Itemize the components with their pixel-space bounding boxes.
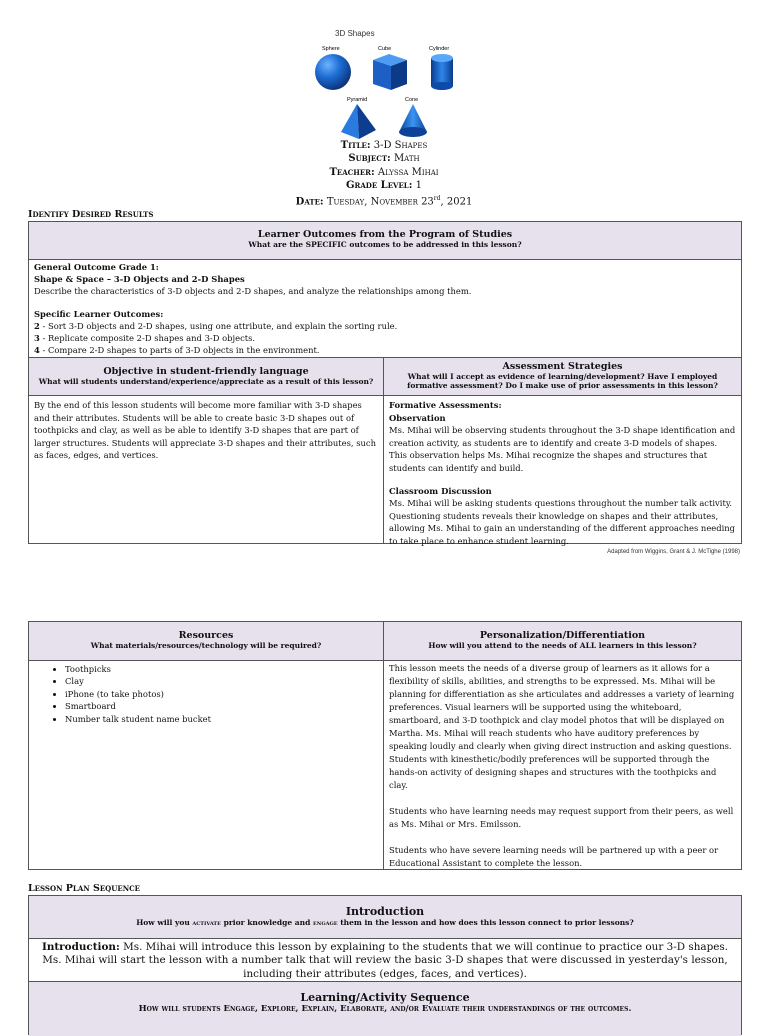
general-outcome-desc: Describe the characteristics of 3-D objects and 2-D shapes, and analyze the relationships among them. <box>34 285 472 296</box>
objective-column <box>29 358 384 543</box>
learning-title: Learning/Activity Sequence <box>300 991 470 1004</box>
list-item: • Toothpicks <box>65 663 383 675</box>
learning-header <box>29 982 741 1036</box>
cube-label: Cube <box>378 46 392 52</box>
list-item: • Smartboard <box>65 700 383 712</box>
personalization-p2: Students who have learning needs may request support from their peers, as well as Ms. Mihai or Mrs. Emilsson. <box>389 806 734 829</box>
learning-subtitle: How will students Engage, Explore, Explain, Elaborate, and/or Evaluate their understandings of the outcomes. <box>138 1004 632 1014</box>
list-item: • Number talk student name bucket <box>65 713 383 725</box>
pyramid-label: Pyramid <box>347 97 368 103</box>
date-line: Date: Tuesday, November 23rd, 2021 <box>295 195 473 208</box>
general-outcome-title: Shape & Space – 3-D Objects and 2-D Shapes <box>34 273 245 284</box>
figure-title: 3D Shapes <box>335 29 375 38</box>
resources-header <box>29 622 383 661</box>
intro-label: Introduction: <box>41 941 120 953</box>
cone <box>399 97 427 137</box>
resources-subtitle: What materials/resources/technology will be required? <box>90 641 322 650</box>
assessment-subtitle: What will I accept as evidence of learning/development? Have I employed formative assessment? Do I make use of prior assessments in this lesson? <box>407 372 718 390</box>
list-item: • iPhone (to take photos) <box>65 688 383 700</box>
outcomes-title: Learner Outcomes from the Program of Studies <box>257 229 513 240</box>
cylinder <box>429 46 453 90</box>
general-outcome-label: General Outcome Grade 1: <box>34 262 159 272</box>
list-item: • Clay <box>65 675 383 687</box>
assessment-header <box>384 358 741 396</box>
title-line: Title: 3-D Shapes <box>340 140 428 151</box>
intro-subtitle: How will you activate prior knowledge and engage them in the lesson and how does this lesson connect to prior lessons? <box>136 918 634 927</box>
specific-outcomes-label: Specific Learner Outcomes: <box>34 309 164 320</box>
specific-outcome: 4 - Compare 2-D shapes to parts of 3-D objects in the environment. <box>34 344 320 355</box>
pyramid <box>341 97 376 139</box>
sphere-label: Sphere <box>322 46 340 52</box>
personalization-body <box>384 661 741 873</box>
objective-subtitle: What will students understand/experience/appreciate as a result of this lesson? <box>38 377 374 386</box>
desired-results-table <box>28 221 742 544</box>
objective-assessment-row <box>29 358 741 546</box>
outcomes-body <box>29 260 741 358</box>
observation-label: Observation <box>389 412 446 423</box>
intro-header <box>29 896 741 939</box>
intro-title: Introduction <box>345 905 425 918</box>
outcomes-subtitle: What are the SPECIFIC outcomes to be addressed in this lesson? <box>248 240 522 249</box>
specific-outcome: 2 - Sort 3-D objects and 2-D shapes, using one attribute, and explain the sorting rule. <box>34 320 398 331</box>
outcomes-header <box>29 222 741 260</box>
resources-column <box>29 622 384 869</box>
resources-title: Resources <box>178 630 234 641</box>
shapes-figure <box>305 38 465 142</box>
personalization-p1: This lesson meets the needs of a diverse group of learners as it allows for a flexibility of skills, abilities, and strengths to be expressed. Ms. Mihai will be planning for differentiation as she articulates and addresses a variety of learning preferences. Visual learners will be supported using the whiteboard, smartboard, and 3-D toothpick and clay model photos that will be displayed on Martha. Ms. Mihai will reach students who have auditory preferences by speaking loudly and clearly when giving direct instruction and asking questions. Students with kinesthetic/bodily preferences will be supported through the hands-on activity of designing shapes and structures with the toothpicks and clay. <box>389 663 735 790</box>
cone-label: Cone <box>405 97 419 103</box>
assessment-column <box>384 358 741 546</box>
cube <box>373 46 407 90</box>
personalization-p3: Students who have severe learning needs will be partnered up with a peer or Educational Assistant to complete the lesson. <box>389 845 719 868</box>
objective-header <box>29 358 383 396</box>
personalization-header <box>384 622 741 661</box>
discussion-label: Classroom Discussion <box>389 485 492 496</box>
sequence-heading: Lesson Plan Sequence <box>28 883 141 894</box>
personalization-subtitle: How will you attend to the needs of ALL learners in this lesson? <box>428 641 697 650</box>
personalization-column <box>384 622 741 869</box>
assessment-title: Assessment Strategies <box>502 361 623 372</box>
sequence-table <box>28 895 742 1035</box>
credit-line: Adapted from Wiggins, Grant & J. McTighe (1998) <box>607 549 740 555</box>
resources-body <box>29 661 383 725</box>
grade-line: Grade Level: 1 <box>346 179 422 191</box>
assessment-body <box>384 396 741 551</box>
discussion-text: Ms. Mihai will be asking students questions throughout the number talk activity. Questioning students reveals their knowledge on shapes and their attributes, allowing Ms. Mihai to gain an understanding of the different approaches needing to take place to enhance student learning. <box>389 498 736 546</box>
intro-text: Ms. Mihai will introduce this lesson by explaining to the students that we will continue to practice our 3-D shapes. Ms. Mihai will start the lesson with a number talk that will review the basic 3-D shapes that were discussed in yesterday's lesson, including their attributes (edges, faces, and vertices). <box>42 941 729 980</box>
identify-heading: Identify Desired Results <box>28 209 154 220</box>
subject-line: Subject: Math <box>348 153 420 165</box>
objective-title: Objective in student-friendly language <box>103 366 309 377</box>
teacher-line: Teacher: Alyssa Mihai <box>329 166 439 178</box>
intro-body <box>29 939 741 982</box>
resources-list <box>29 663 383 725</box>
observation-text: Ms. Mihai will be observing students throughout the 3-D shape identification and creation activity, as students are to identify and create 3-D models of shapes. This observation helps Ms. Mihai recognize the shapes and structures that students can identify and build. <box>389 425 736 473</box>
personalization-title: Personalization/Differentiation <box>479 630 646 641</box>
formative-label: Formative Assessments: <box>389 400 502 410</box>
cylinder-label: Cylinder <box>429 46 450 52</box>
sphere <box>315 46 351 90</box>
resources-table <box>28 621 742 870</box>
objective-body: By the end of this lesson students will become more familiar with 3-D shapes and their attributes. Students will be able to create basic 3-D shapes out of toothpicks and clay, as well as be able to identify 3-D shapes that are part of larger structures. Students will appreciate 3-D shapes and their attributes, such as faces, edges, and vertices. <box>34 400 377 461</box>
specific-outcome: 3 - Replicate composite 2-D shapes and 3-D objects. <box>34 332 256 343</box>
lesson-header <box>0 139 768 209</box>
